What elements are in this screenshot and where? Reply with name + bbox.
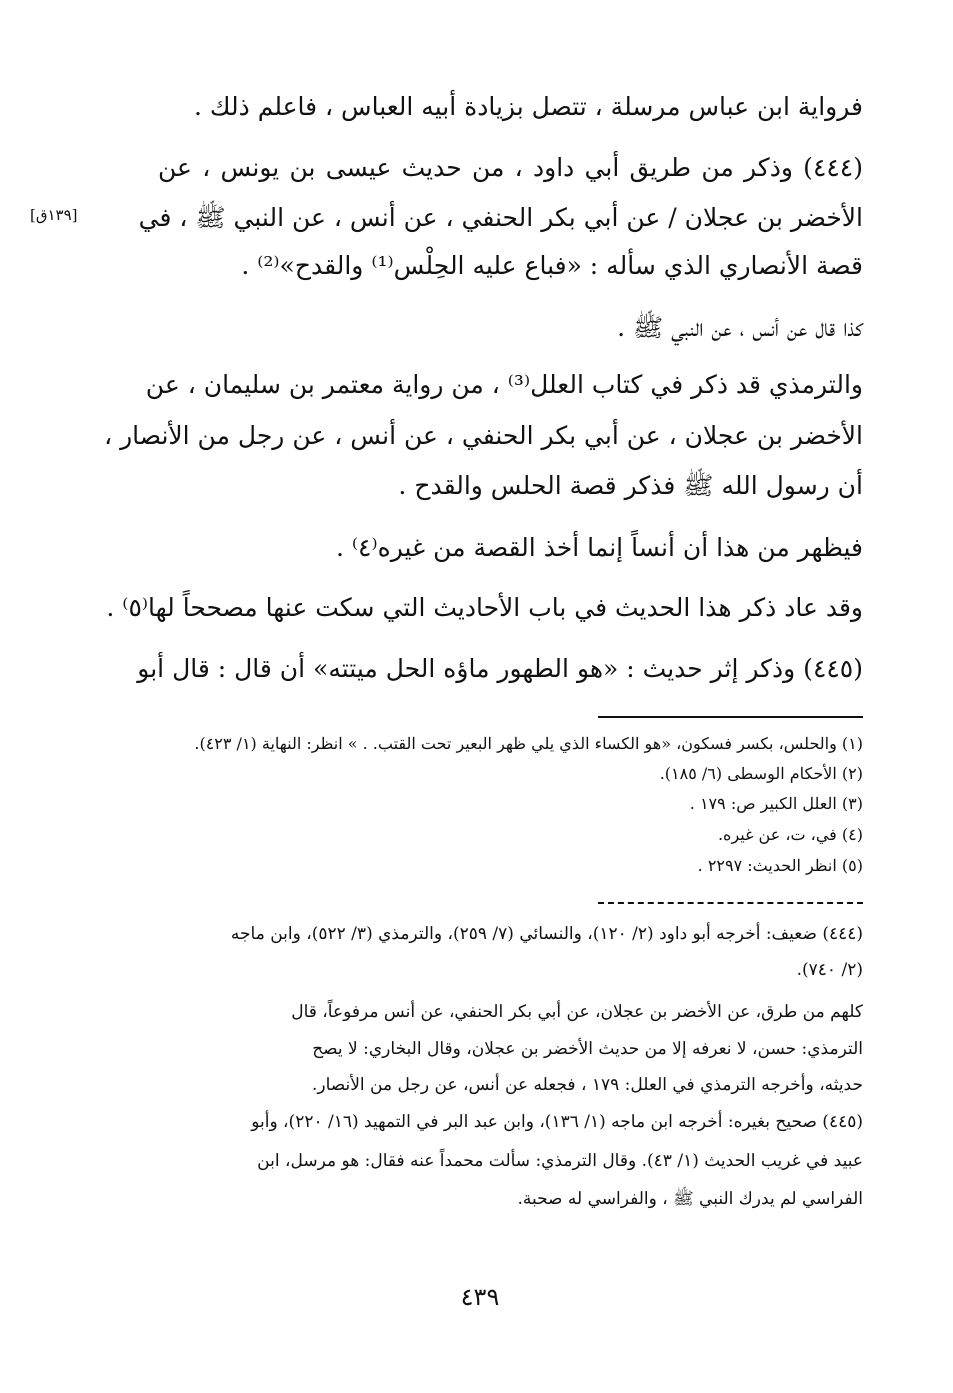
takhrij-line: (٤٤٤) ضعيف: أخرجه أبو داود (٢/ ١٢٠)، والنسائي (٧/ ٢٥٩)، والترمذي (٣/ ٥٢٢)، وابن ماجه	[230, 924, 863, 944]
footnote-separator	[598, 716, 863, 718]
hadith-444-heading: (٤٤٤) وذكر من طريق أبي داود ، من حديث عيسى بن يونس ، عن	[158, 153, 863, 182]
main-text-line: أن رسول الله ﷺ فذكر قصة الحلس والقدح .	[398, 471, 863, 500]
footnote: (٢) الأحكام الوسطى (٦/ ١٨٥).	[659, 764, 863, 783]
main-text-line: قصة الأنصاري الذي سأله : «فباع عليه الحِلْس⁽¹⁾ والقدح»⁽²⁾ .	[241, 251, 863, 280]
manuscript-folio-note: [١٣٩ق]	[30, 206, 78, 224]
takhrij-separator	[598, 902, 863, 904]
hadith-445-heading: (٤٤٥) وذكر إثر حديث : «هو الطهور ماؤه الحل ميتته» أن قال : قال أبو	[137, 654, 863, 683]
footnote: (٥) انظر الحديث: ٢٢٩٧ .	[697, 856, 863, 875]
takhrij-line: (٢/ ٧٤٠).	[796, 960, 863, 980]
footnote: (١) والحلس، بكسر فسكون، «هو الكساء الذي يلي ظهر البعير تحت القتب. . » انظر: النهاية (١/ ٤٢٣).	[194, 734, 863, 753]
takhrij-line: (٤٤٥) صحيح بغيره: أخرجه ابن ماجه (١/ ١٣٦)، وابن عبد البر في التمهيد (١٦/ ٢٢٠)، وأبو	[251, 1112, 863, 1132]
takhrij-line: عبيد في غريب الحديث (١/ ٤٣). وقال الترمذي: سألت محمداً عنه فقال: هو مرسل، ابن	[257, 1151, 863, 1171]
takhrij-line: حديثه، وأخرجه الترمذي في العلل: ١٧٩ ، فجعله عن أنس، عن رجل من الأنصار.	[311, 1075, 863, 1095]
main-text-line: والترمذي قد ذكر في كتاب العلل⁽³⁾ ، من رواية معتمر بن سليمان ، عن	[145, 370, 863, 399]
main-text-line: فرواية ابن عباس مرسلة ، تتصل بزيادة أبيه العباس ، فاعلم ذلك .	[194, 92, 863, 121]
footnote: (٤) في، ت، عن غيره.	[717, 825, 863, 844]
page-number: ٤٣٩	[460, 1283, 500, 1311]
takhrij-line: كلهم من طرق، عن الأخضر بن عجلان، عن أبي بكر الحنفي، عن أنس مرفوعاً، قال	[291, 1002, 863, 1022]
takhrij-line: الترمذي: حسن، لا نعرفه إلا من حديث الأخضر بن عجلان، وقال البخاري: لا يصح	[312, 1039, 863, 1059]
main-text-line: وقد عاد ذكر هذا الحديث في باب الأحاديث التي سكت عنها مصححاً لها⁽٥⁾ .	[106, 593, 863, 622]
main-text-line: الأخضر بن عجلان / عن أبي بكر الحنفي ، عن أنس ، عن النبي ﷺ ، في	[138, 203, 863, 232]
main-text-line: فيظهر من هذا أن أنساً إنما أخذ القصة من غيره⁽٤⁾ .	[336, 533, 863, 562]
main-text-line: كذا قال عن أنس ، عن النبي ﷺ .	[617, 313, 863, 342]
footnote: (٣) العلل الكبير ص: ١٧٩ .	[689, 794, 863, 813]
takhrij-line: الفراسي لم يدرك النبي ﷺ ، والفراسي له صحبة.	[517, 1189, 863, 1209]
main-text-line: الأخضر بن عجلان ، عن أبي بكر الحنفي ، عن أنس ، عن رجل من الأنصار ،	[104, 421, 863, 450]
